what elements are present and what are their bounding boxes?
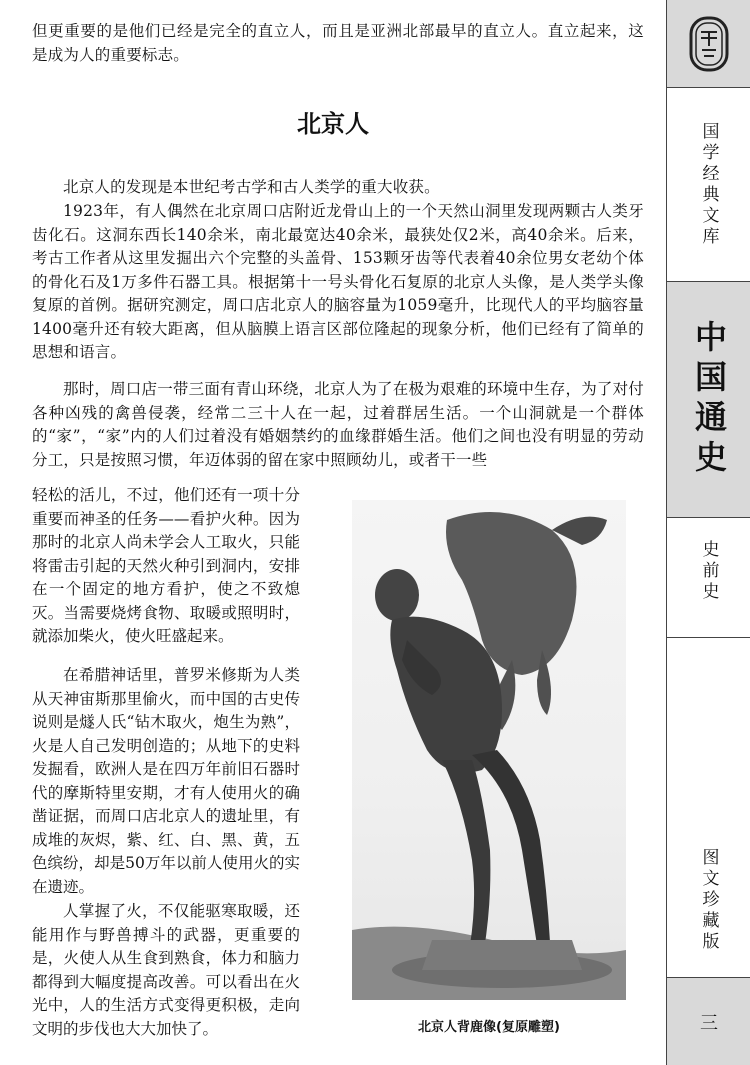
intro-paragraph: 但更重要的是他们已经是完全的直立人，而且是亚洲北部最早的直立人。直立起来，这是成为人的重要标志。 — [32, 22, 644, 64]
sculpture-photo — [352, 500, 626, 1000]
volume-label: 史前史 — [698, 540, 719, 603]
paragraph-fire-keeping: 轻松的活儿，不过，他们还有一项十分重要而神圣的任务——看护火种。因为那时的北京人尚未学会人工取火，只能将雷击引起的天然火种引到洞内，安排在一个固定的地方看护，使之不致熄灭。当需要烧烤食物、取暖或照明时，就添加柴火，使火旺盛起来。 — [32, 486, 300, 645]
page-number-cell — [667, 978, 750, 1065]
paragraph-fossils: 1923年，有人偶然在北京周口店附近龙骨山上的一个天然山洞里发现两颗古人类牙齿化石。这洞东西长140余米，南北最宽达40余米，最狭处仅2米，高40余米。后来，考古工作者从这里发掘出六个完整的头盖骨、153颗牙齿等代表着40余位男女老幼个体的骨化石及1万多件石器工具。根据第十一号头骨化石复原的北京人头像，是人类学头像复原的首例。据研究测定，周口店北京人的脑容量为1059毫升，比现代人的平均脑容量1400毫升还有较大距离，但从脑膜上语言区部位隆起的现象分析，他们已经有了简单的思想和语言。 — [32, 202, 644, 361]
series-cell — [667, 88, 750, 282]
sculpture-figure — [352, 500, 626, 1000]
paragraph-living: 那时，周口店一带三面有青山环绕，北京人为了在极为艰难的环境中生存，为了对付各种凶残的禽兽侵袭，经常二三十人在一起，过着群居生活。一个山洞就是一个群体的“家”，“家”内的人们过着没有婚姻禁约的血缘群婚生活。他们之间也没有明显的劳动分工，只是按照习惯，年迈体弱的留在家中照顾幼儿，或者干一些 — [32, 380, 644, 469]
series-label: 国学经典文库 — [698, 121, 719, 248]
paragraph-discovery: 北京人的发现是本世纪考古学和古人类学的重大收获。 — [63, 178, 440, 196]
book-title-cell — [667, 282, 750, 518]
section-title: 北京人 — [297, 110, 369, 138]
paragraph-fire-myths: 在希腊神话里，普罗米修斯为人类从天神宙斯那里偷火，而中国的古史传说则是燧人氏“钻木取火，炮生为熟”，火是人自己发明创造的；从地下的史料发掘看，欧洲人是在四万年前旧石器时代的摩斯特里安期，才有人使用火的确凿证据，而周口店北京人的遗址里，有成堆的灰烬，紫、红、白、黑、黄，五色缤纷，却是50万年以前人使用火的实在遗迹。 — [32, 666, 300, 896]
figure-caption: 北京人背鹿像(复原雕塑) — [418, 1020, 560, 1035]
volume-cell — [667, 518, 750, 638]
paragraph-fire-importance: 人掌握了火，不仅能驱寒取暖，还能用作与野兽搏斗的武器，更重要的是，火使人从生食到熟食，体力和脑力都得到大幅度提高改善。可以看出在火光中，人的生活方式变得更积极，走向文明的步伐也大大加快了。 — [32, 902, 300, 1038]
book-sidebar — [666, 0, 750, 1065]
seal-logo-icon — [687, 14, 731, 74]
seal-cell — [667, 0, 750, 88]
page-number: 三 — [700, 1012, 718, 1034]
peking-man-carrying-deer-image — [352, 500, 626, 1000]
edition-label: 图文珍藏版 — [698, 848, 719, 953]
book-title: 中国通史 — [690, 319, 728, 480]
edition-cell — [667, 638, 750, 978]
